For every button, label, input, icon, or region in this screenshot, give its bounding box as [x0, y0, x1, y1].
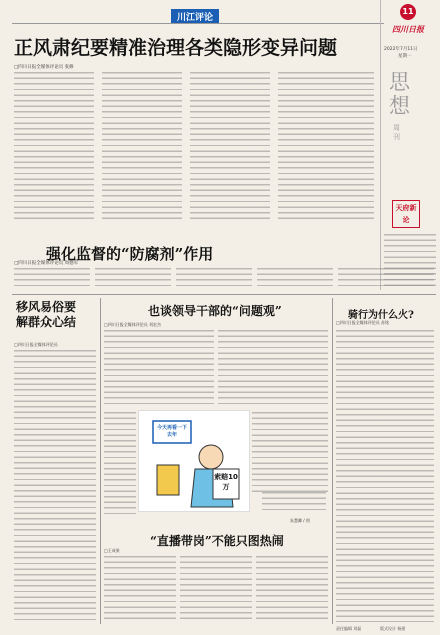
section-tag: 川江评论	[171, 9, 219, 24]
article-1-body	[14, 72, 94, 222]
cartoon-credit: 朱慧卿 / 图	[290, 518, 310, 523]
cartoon-bag-text: 索赔10万	[214, 473, 238, 491]
article-1-body	[102, 72, 182, 222]
article-6-body	[104, 556, 176, 622]
article-5-body	[336, 330, 434, 622]
section-title: 思想	[389, 70, 410, 118]
article-5-title: 骑行为什么火?	[348, 310, 414, 321]
article-4-byline: □四川日报全媒体评论员 刘宏杰	[104, 322, 162, 327]
top-divider	[12, 23, 384, 24]
article-4-body	[252, 412, 328, 492]
cartoon-caption	[262, 492, 326, 514]
article-2-body	[257, 268, 333, 290]
middle-divider	[12, 294, 436, 295]
article-5-byline: □四川日报全媒体评论员 苏铭	[336, 320, 390, 325]
article-4-body	[104, 330, 214, 408]
footer-design: 版式设计 杨建	[380, 626, 406, 631]
article-6-title: “直播带岗”不能只图热闹	[150, 534, 284, 548]
article-2-body	[176, 268, 252, 290]
footer-editor: 责任编辑 刘磊	[336, 626, 362, 631]
issue-weekday: 星期一	[398, 54, 412, 59]
page-number: 11	[400, 4, 416, 20]
issue-date: 2022年7月11日	[384, 47, 418, 52]
article-3-title: 移风易俗要解群众心结	[16, 300, 77, 329]
column-badge: 天府新论	[392, 200, 420, 228]
article-2-body	[14, 268, 90, 290]
face	[199, 445, 223, 469]
left-column-divider	[100, 298, 101, 624]
article-2-body	[95, 268, 171, 290]
article-4-body	[104, 412, 136, 516]
article-6-byline: □王成果	[104, 548, 120, 553]
article-6-body	[180, 556, 252, 622]
article-1-byline: □四川日报全媒体评论员 张修	[14, 65, 74, 70]
article-4-title: 也谈领导干部的“问题观”	[148, 304, 282, 318]
article-1-body	[190, 72, 270, 222]
article-1-title: 正风肃纪要精准治理各类隐形变异问题	[14, 37, 338, 59]
article-2-body	[338, 268, 434, 290]
article-4-body	[218, 330, 328, 408]
cartoon-sign-text: 今天再看一下去年	[156, 425, 187, 438]
right-column-divider	[332, 298, 333, 624]
section-subtitle: 周刊	[393, 124, 400, 141]
paper-name: 四川日报	[392, 25, 424, 34]
article-2-byline: □四川日报全媒体评论员 周德军	[14, 261, 79, 266]
article-6-body	[256, 556, 328, 622]
article-2-title: 强化监督的“防腐剂”作用	[46, 245, 214, 263]
cup	[157, 465, 179, 495]
article-3-body	[14, 350, 96, 620]
cartoon	[138, 410, 250, 512]
article-3-byline: □四川日报全媒体评论员	[14, 342, 58, 347]
article-1-body	[278, 72, 374, 222]
